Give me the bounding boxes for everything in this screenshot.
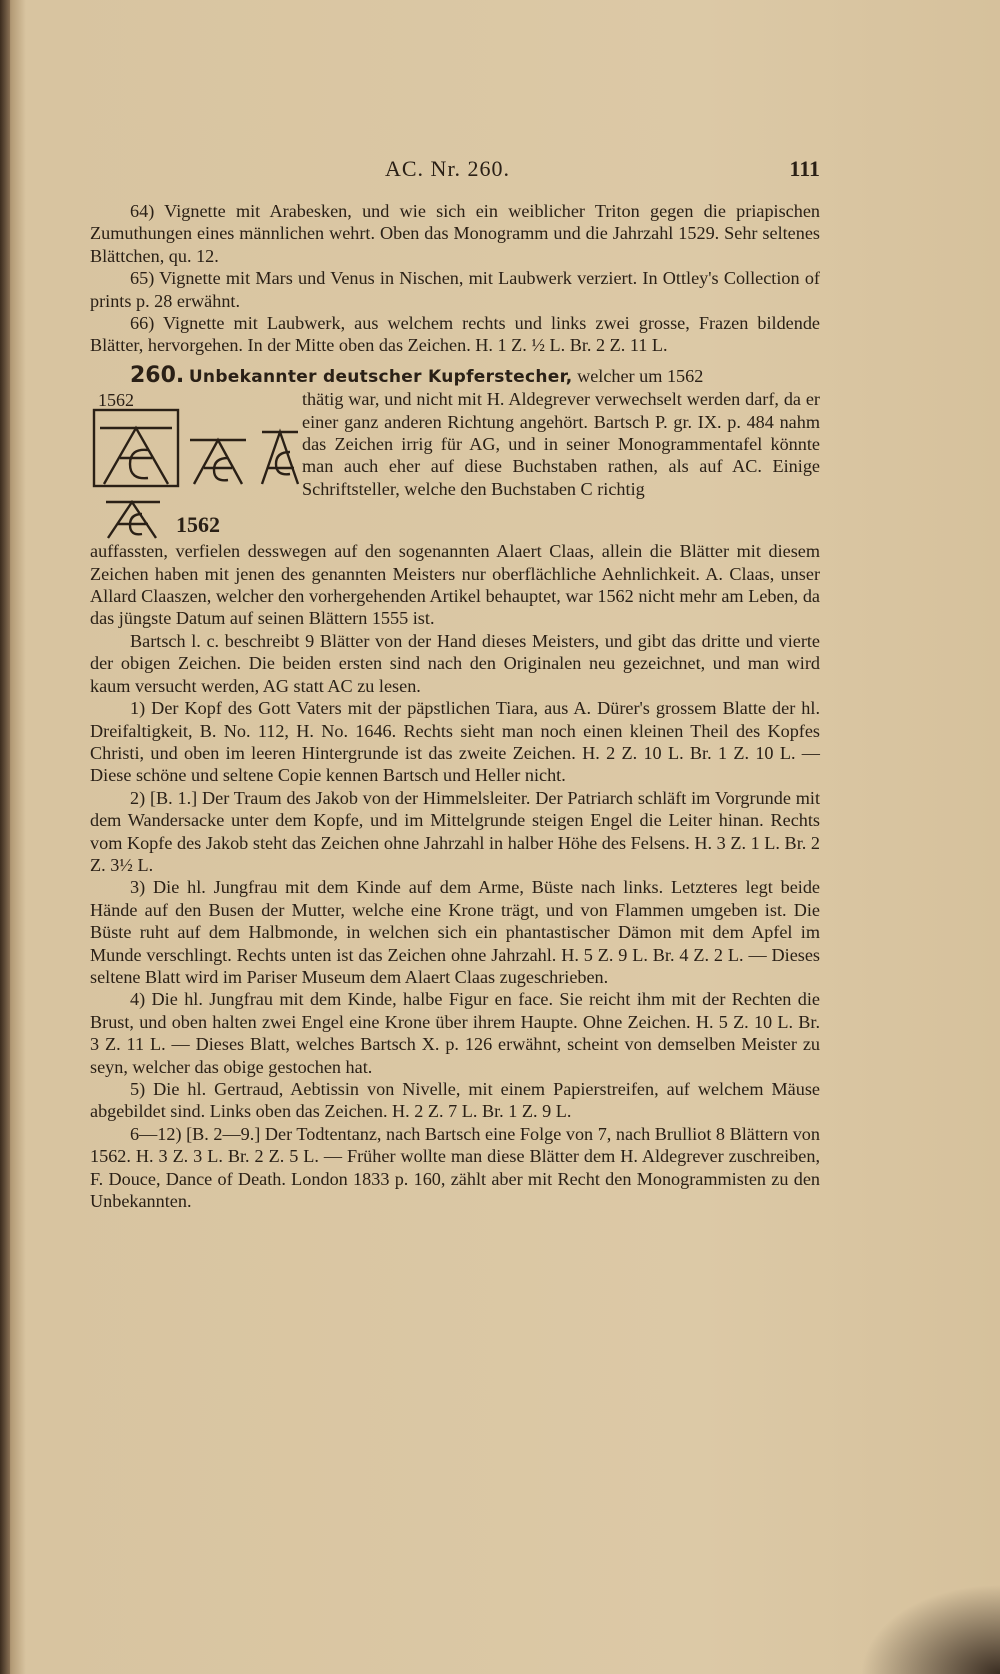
page-spine-shadow: [0, 0, 10, 1674]
page-corner-shadow: [860, 1584, 1000, 1674]
paragraph-65: 65) Vignette mit Mars und Venus in Nischen, mit Laubwerk verziert. In Ottley's Collection of prints p. 28 erwähnt.: [90, 268, 820, 311]
entry-heading: [90, 362, 820, 388]
monogram-year-2: 1562: [176, 512, 220, 538]
entry-title: Unbekannter deutscher Kupferstecher,: [188, 366, 573, 387]
body-item-5: 5) Die hl. Gertraud, Aebtissin von Nivelle, mit einem Papierstreifen, auf welchem Mäuse abgebildet sind. Links oben das Zeichen. H. 2 Z. 7 L. Br. 1 Z. 9 L.: [90, 1079, 820, 1122]
entry-text-continued: auffassten, verfielen desswegen auf den sogenannten Alaert Claas, allein die Blätter mit diesem Zeichen haben mit jenen des genannten Meisters nur oberflächliche Aehnlichkeit. A. Claas, unser Allard Claaszen, welcher den vorhergehenden Artikel behauptet, war 1562 nicht mehr am Leben, da das jüngste Datum auf seinen Blättern 1555 ist.: [90, 541, 820, 629]
monogram-marks: [90, 388, 302, 540]
body-item-4: 4) Die hl. Jungfrau mit dem Kinde, halbe Figur en face. Sie reicht ihm mit der Rechten die Brust, und oben halten zwei Engel eine Krone über ihrem Haupte. Ohne Zeichen. H. 5 Z. 10 L. Br. 3 Z. 11 L. — Dieses Blatt, welches Bartsch X. p. 126 erwähnt, scheint von demselben Meister zu seyn, welcher das obige gestochen hat.: [90, 989, 820, 1077]
body-item-3: 3) Die hl. Jungfrau mit dem Kinde auf dem Arme, Büste nach links. Letzteres legt beide Hände auf den Busen der Mutter, welche eine Krone trägt, und von Flammen umgeben ist. Die Büste ruht auf dem Halbmonde, in welchen sich ein phantastischer Dämon mit dem Apfel im Munde verschlingt. Rechts unten ist das Zeichen ohne Jahrzahl. H. 5 Z. 9 L. Br. 4 Z. 2 L. — Dieses seltene Blatt wird im Pariser Museum dem Alaert Claas zugeschrieben.: [90, 877, 820, 987]
entry-number: 260.: [130, 362, 185, 388]
monogram-c-1: [130, 450, 148, 478]
body-item-2: 2) [B. 1.] Der Traum des Jakob von der Himmelsleiter. Der Patriarch schläft im Vorgrunde mit dem Wandersacke unter dem Kopfe, und im Mittelgrunde steigen Engel die Leiter hinan. Rechts vom Kopfe des Jakob steht das Zeichen ohne Jahrzahl in halber Höhe des Felsens. H. 3 Z. 1 L. Br. 2 Z. 3½ L.: [90, 787, 820, 875]
entry-text-beside-monograms: thätig war, und nicht mit H. Aldegrever verwechselt werden darf, da er einer ganz anderen Richtung angehört. Bartsch P. gr. IX. p. 484 nahm das Zeichen irrig für AG, und in seiner Monogrammentafel könnte man auch eher auf diese Buchstaben rathen, als auf AC. Einige Schriftsteller, welche den Buchstaben C richtig: [302, 389, 820, 499]
monogram-year-1: 1562: [98, 390, 134, 411]
paragraph-66: 66) Vignette mit Laubwerk, aus welchem rechts und links zwei grosse, Frazen bildende Blätter, hervorgehen. In der Mitte oben das Zeichen. H. 1 Z. ½ L. Br. 2 Z. 11 L.: [90, 313, 820, 356]
monogram-frame-1: [94, 410, 178, 486]
paragraph-64: 64) Vignette mit Arabesken, und wie sich ein weiblicher Triton gegen die priapischen Zumuthungen eines männlichen wehrt. Oben das Monogramm und die Jahrzahl 1529. Sehr seltenes Blättchen, qu. 12.: [90, 201, 820, 266]
monogram-figures: [90, 388, 302, 540]
entry-heading-rest: welcher um 1562: [572, 365, 704, 386]
body-item-6-12: 6—12) [B. 2—9.] Der Todtentanz, nach Bartsch eine Folge von 7, nach Brulliot 8 Blättern von 1562. H. 3 Z. 3 L. Br. 2 Z. 5 L. — Früher wollte man diese Blätter dem H. Aldegrever zuschreiben, F. Douce, Dance of Death. London 1833 p. 160, zählt aber mit Recht den Monogrammisten zu den Unbekannten.: [90, 1123, 820, 1212]
body-paragraph-bartsch: Bartsch l. c. beschreibt 9 Blätter von der Hand dieses Meisters, und gibt das dritte und vierte der obigen Zeichen. Die beiden ersten sind nach den Originalen neu gezeichnet, und man wird kaum versucht werden, AG statt AC zu lesen.: [90, 630, 820, 696]
running-title: AC. Nr. 260.: [385, 156, 511, 181]
body-item-1: 1) Der Kopf des Gott Vaters mit der päpstlichen Tiara, aus A. Dürer's grossem Blatte der hl. Dreifaltigkeit, B. No. 112, H. No. 1646. Rechts sieht man noch einen kleinen Theil des Kopfes Christi, und oben im leeren Hintergrunde ist das zweite Zeichen. H. 2 Z. 10 L. Br. 1 Z. 10 L. — Diese schöne und seltene Copie kennen Bartsch und Heller nicht.: [90, 698, 820, 786]
page-number: 111: [789, 156, 820, 181]
monogram-a-3: [262, 432, 298, 484]
page-header: [90, 156, 820, 186]
main-text: [90, 200, 820, 1212]
monogram-section: [90, 388, 820, 540]
